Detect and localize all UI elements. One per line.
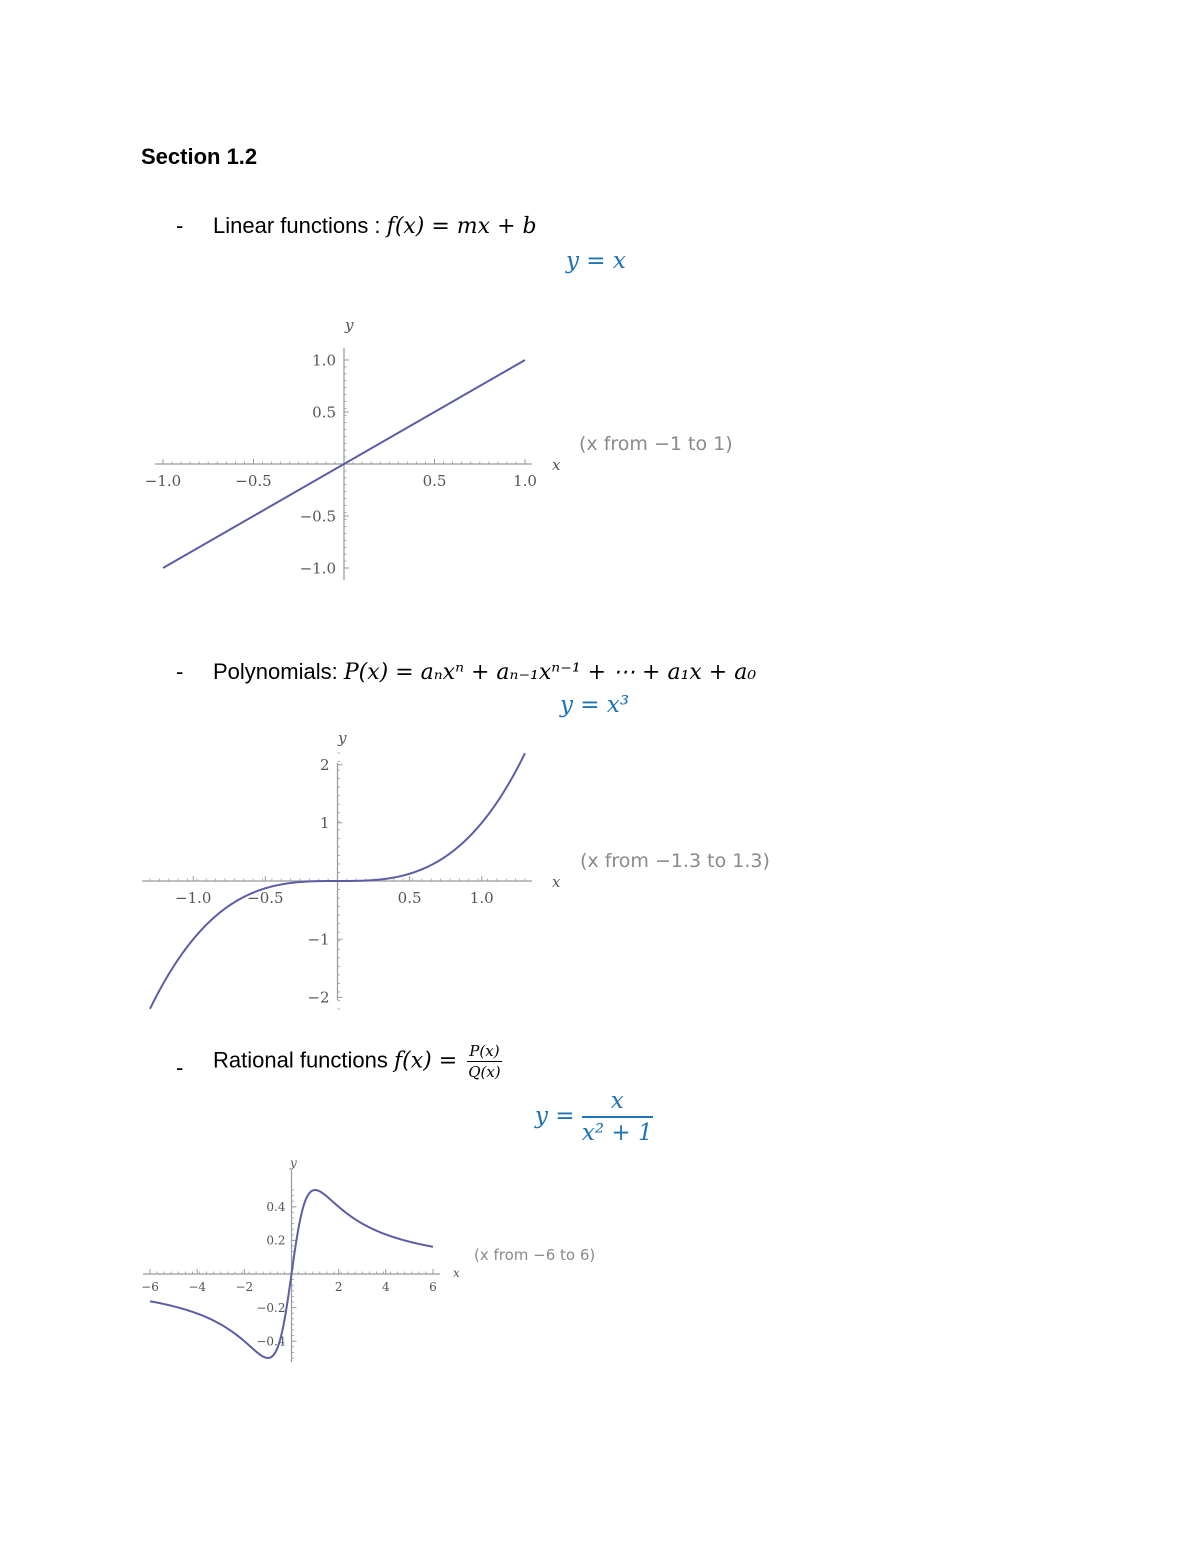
- rational-example-fraction: [582, 1088, 653, 1146]
- rational-example: [535, 1088, 653, 1146]
- y-tick-label: −0.5: [299, 507, 336, 526]
- x-tick-label: −2: [235, 1280, 254, 1294]
- polynomial-example: y = x³: [560, 692, 630, 718]
- rational-denominator: Q(x): [468, 1063, 501, 1081]
- polynomial-label-text: Polynomials:: [213, 659, 338, 684]
- y-tick-label: 2: [319, 755, 330, 774]
- linear-range-note: (x from −1 to 1): [579, 433, 733, 455]
- bullet-dash: -: [176, 213, 184, 238]
- x-tick-label: 0.5: [422, 472, 447, 490]
- linear-label: [213, 213, 537, 239]
- rational-example-numerator: x: [582, 1088, 653, 1118]
- rational-numerator: P(x): [469, 1042, 500, 1060]
- x-tick-label: 0.5: [397, 889, 422, 907]
- y-tick-label: 0.5: [312, 403, 336, 422]
- x-tick-label: 2: [334, 1280, 343, 1294]
- x-tick-label: −4: [188, 1280, 207, 1294]
- rational-example-denominator: x² + 1: [581, 1120, 653, 1146]
- linear-chart: [140, 310, 570, 590]
- y-tick-label: 0.4: [266, 1200, 286, 1214]
- x-tick-label: −1.0: [144, 472, 182, 490]
- linear-example: y = x: [566, 248, 626, 274]
- page-title: Section 1.2: [141, 144, 258, 169]
- x-tick-label: −0.5: [235, 472, 272, 490]
- rational-formula-fraction: [467, 1042, 501, 1081]
- x-tick-label: 6: [429, 1280, 437, 1294]
- y-axis-label: y: [345, 316, 354, 334]
- y-tick-label: −0.2: [256, 1300, 286, 1315]
- y-tick-label: −2: [307, 988, 330, 1007]
- x-tick-label: −1.0: [175, 889, 212, 907]
- y-tick-label: −0.4: [256, 1334, 286, 1349]
- rational-chart: [140, 1150, 470, 1370]
- linear-label-text: Linear functions :: [213, 213, 381, 238]
- bullet-dash: -: [176, 659, 184, 684]
- y-axis-label: y: [338, 729, 347, 747]
- y-tick-label: 1.0: [312, 351, 336, 370]
- rational-label: [213, 1042, 502, 1081]
- y-axis-label: y: [290, 1156, 297, 1170]
- polynomial-range-note: (x from −1.3 to 1.3): [580, 850, 770, 872]
- rational-range-note: (x from −6 to 6): [474, 1246, 596, 1264]
- polynomial-formula: P(x) = aₙxⁿ + aₙ₋₁xⁿ⁻¹ + ⋯ + a₁x + a₀: [343, 660, 757, 685]
- x-tick-label: −0.5: [247, 889, 284, 907]
- polynomial-chart: [140, 725, 570, 1010]
- y-tick-label: 0.2: [266, 1233, 286, 1248]
- y-tick-label: 1: [319, 814, 330, 833]
- x-axis-label: x: [453, 1266, 460, 1280]
- x-tick-label: 1.0: [513, 472, 537, 490]
- x-tick-label: 4: [382, 1280, 390, 1294]
- polynomial-label: [213, 659, 756, 685]
- rational-formula-lhs: f(x) =: [394, 1048, 458, 1074]
- linear-formula: f(x) = mx + b: [386, 214, 537, 239]
- rational-label-text: Rational functions: [213, 1047, 388, 1073]
- bullet-dash: -: [176, 1055, 184, 1080]
- x-tick-label: −6: [141, 1280, 159, 1294]
- rational-example-lhs: y =: [535, 1103, 575, 1129]
- x-tick-label: 1.0: [469, 889, 494, 907]
- x-axis-label: x: [552, 873, 561, 891]
- y-tick-label: −1: [307, 930, 330, 949]
- x-axis-label: x: [552, 456, 561, 474]
- y-tick-label: −1.0: [299, 559, 336, 578]
